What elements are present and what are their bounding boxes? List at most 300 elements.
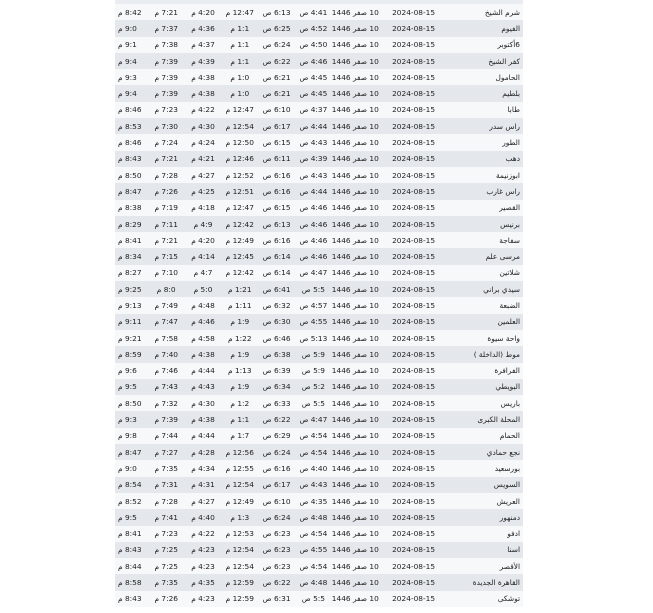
asr-time-cell: 4:38 م <box>185 69 222 85</box>
city-cell: القصير <box>448 200 523 216</box>
table-row <box>115 395 523 411</box>
table-body <box>115 4 523 607</box>
gregorian-date-cell: 2024-08-15 <box>379 526 449 542</box>
fajr-time-cell: 4:48 ص <box>295 509 332 525</box>
sunrise-time-cell: 6:21 ص <box>258 69 295 85</box>
table-row <box>115 183 523 199</box>
gregorian-date-cell: 2024-08-15 <box>379 330 449 346</box>
table-row <box>115 509 523 525</box>
dhuhr-time-cell: 1:13 م <box>221 363 258 379</box>
fajr-time-cell: 4:52 ص <box>295 20 332 36</box>
dhuhr-time-cell: 12:54 م <box>221 542 258 558</box>
city-cell: دمنهور <box>448 509 523 525</box>
asr-time-cell: 4:20 م <box>185 4 222 20</box>
gregorian-date-cell: 2024-08-15 <box>379 411 449 427</box>
dhuhr-time-cell: 1:0 م <box>221 85 258 101</box>
fajr-time-cell: 4:35 ص <box>295 493 332 509</box>
maghrib-time-cell: 7:24 م <box>148 134 185 150</box>
hijri-date-cell: 10 صفر 1446 <box>332 200 379 216</box>
maghrib-time-cell: 7:49 م <box>148 297 185 313</box>
gregorian-date-cell: 2024-08-15 <box>379 395 449 411</box>
asr-time-cell: 4:20 م <box>185 232 222 248</box>
hijri-date-cell: 10 صفر 1446 <box>332 558 379 574</box>
gregorian-date-cell: 2024-08-15 <box>379 4 449 20</box>
maghrib-time-cell: 7:26 م <box>148 183 185 199</box>
table-row <box>115 460 523 476</box>
sunrise-time-cell: 6:17 ص <box>258 477 295 493</box>
maghrib-time-cell: 7:21 م <box>148 4 185 20</box>
table-row <box>115 444 523 460</box>
gregorian-date-cell: 2024-08-15 <box>379 69 449 85</box>
isha-time-cell: 9:21 م <box>115 330 148 346</box>
isha-time-cell: 8:58 م <box>115 574 148 590</box>
isha-time-cell: 9:0 م <box>115 460 148 476</box>
gregorian-date-cell: 2024-08-15 <box>379 346 449 362</box>
maghrib-time-cell: 7:41 م <box>148 509 185 525</box>
isha-time-cell: 8:27 م <box>115 265 148 281</box>
gregorian-date-cell: 2024-08-15 <box>379 493 449 509</box>
fajr-time-cell: 4:46 ص <box>295 53 332 69</box>
asr-time-cell: 4:22 م <box>185 526 222 542</box>
fajr-time-cell: 4:55 ص <box>295 542 332 558</box>
table-row <box>115 69 523 85</box>
dhuhr-time-cell: 12:53 م <box>221 526 258 542</box>
dhuhr-time-cell: 12:55 م <box>221 460 258 476</box>
maghrib-time-cell: 7:10 م <box>148 265 185 281</box>
isha-time-cell: 8:46 م <box>115 102 148 118</box>
gregorian-date-cell: 2024-08-15 <box>379 151 449 167</box>
sunrise-time-cell: 6:23 ص <box>258 558 295 574</box>
fajr-time-cell: 4:47 ص <box>295 411 332 427</box>
dhuhr-time-cell: 12:42 م <box>221 216 258 232</box>
asr-time-cell: 4:25 م <box>185 183 222 199</box>
sunrise-time-cell: 6:41 ص <box>258 281 295 297</box>
hijri-date-cell: 10 صفر 1446 <box>332 542 379 558</box>
table-row <box>115 330 523 346</box>
sunrise-time-cell: 6:17 ص <box>258 118 295 134</box>
hijri-date-cell: 10 صفر 1446 <box>332 265 379 281</box>
gregorian-date-cell: 2024-08-15 <box>379 574 449 590</box>
dhuhr-time-cell: 1:3 م <box>221 509 258 525</box>
isha-time-cell: 8:29 م <box>115 216 148 232</box>
dhuhr-time-cell: 12:51 م <box>221 183 258 199</box>
isha-time-cell: 9:11 م <box>115 314 148 330</box>
hijri-date-cell: 10 صفر 1446 <box>332 4 379 20</box>
sunrise-time-cell: 6:16 ص <box>258 460 295 476</box>
asr-time-cell: 4:24 م <box>185 134 222 150</box>
asr-time-cell: 4:31 م <box>185 477 222 493</box>
dhuhr-time-cell: 12:46 م <box>221 151 258 167</box>
gregorian-date-cell: 2024-08-15 <box>379 102 449 118</box>
maghrib-time-cell: 7:15 م <box>148 248 185 264</box>
table-row <box>115 20 523 36</box>
asr-time-cell: 4:37 م <box>185 37 222 53</box>
gregorian-date-cell: 2024-08-15 <box>379 248 449 264</box>
city-cell: القاهرة الجديدة <box>448 574 523 590</box>
fajr-time-cell: 4:44 ص <box>295 118 332 134</box>
asr-time-cell: 4:40 م <box>185 509 222 525</box>
table-row <box>115 232 523 248</box>
fajr-time-cell: 5:5 ص <box>295 395 332 411</box>
hijri-date-cell: 10 صفر 1446 <box>332 411 379 427</box>
asr-time-cell: 4:27 م <box>185 167 222 183</box>
dhuhr-time-cell: 12:50 م <box>221 134 258 150</box>
gregorian-date-cell: 2024-08-15 <box>379 167 449 183</box>
fajr-time-cell: 5:13 ص <box>295 330 332 346</box>
hijri-date-cell: 10 صفر 1446 <box>332 102 379 118</box>
sunrise-time-cell: 6:39 ص <box>258 363 295 379</box>
isha-time-cell: 8:34 م <box>115 248 148 264</box>
hijri-date-cell: 10 صفر 1446 <box>332 281 379 297</box>
dhuhr-time-cell: 12:49 م <box>221 232 258 248</box>
fajr-time-cell: 4:54 ص <box>295 558 332 574</box>
asr-time-cell: 4:38 م <box>185 346 222 362</box>
isha-time-cell: 8:50 م <box>115 167 148 183</box>
hijri-date-cell: 10 صفر 1446 <box>332 37 379 53</box>
table-row <box>115 151 523 167</box>
dhuhr-time-cell: 12:52 م <box>221 167 258 183</box>
fajr-time-cell: 4:43 ص <box>295 167 332 183</box>
isha-time-cell: 8:54 م <box>115 477 148 493</box>
city-cell: سيدي براني <box>448 281 523 297</box>
fajr-time-cell: 5:5 ص <box>295 591 332 607</box>
fajr-time-cell: 4:43 ص <box>295 477 332 493</box>
dhuhr-time-cell: 12:45 م <box>221 248 258 264</box>
city-cell: دهب <box>448 151 523 167</box>
asr-time-cell: 4:23 م <box>185 591 222 607</box>
city-cell: الفرافرة <box>448 363 523 379</box>
hijri-date-cell: 10 صفر 1446 <box>332 379 379 395</box>
fajr-time-cell: 4:45 ص <box>295 85 332 101</box>
sunrise-time-cell: 6:31 ص <box>258 591 295 607</box>
isha-time-cell: 9:3 م <box>115 411 148 427</box>
city-cell: ادفو <box>448 526 523 542</box>
asr-time-cell: 4:35 م <box>185 574 222 590</box>
asr-time-cell: 4:48 م <box>185 297 222 313</box>
isha-time-cell: 8:47 م <box>115 183 148 199</box>
hijri-date-cell: 10 صفر 1446 <box>332 20 379 36</box>
fajr-time-cell: 4:46 ص <box>295 200 332 216</box>
dhuhr-time-cell: 12:42 م <box>221 265 258 281</box>
gregorian-date-cell: 2024-08-15 <box>379 460 449 476</box>
isha-time-cell: 8:43 م <box>115 151 148 167</box>
table-row <box>115 248 523 264</box>
sunrise-time-cell: 6:32 ص <box>258 297 295 313</box>
maghrib-time-cell: 7:26 م <box>148 591 185 607</box>
table-row <box>115 411 523 427</box>
dhuhr-time-cell: 1:11 م <box>221 297 258 313</box>
fajr-time-cell: 5:5 ص <box>295 281 332 297</box>
maghrib-time-cell: 7:38 م <box>148 37 185 53</box>
asr-time-cell: 4:46 م <box>185 314 222 330</box>
city-cell: موط (الداخلة ) <box>448 346 523 362</box>
table-row <box>115 346 523 362</box>
hijri-date-cell: 10 صفر 1446 <box>332 118 379 134</box>
asr-time-cell: 4:44 م <box>185 428 222 444</box>
hijri-date-cell: 10 صفر 1446 <box>332 232 379 248</box>
fajr-time-cell: 4:47 ص <box>295 265 332 281</box>
dhuhr-time-cell: 12:47 م <box>221 200 258 216</box>
sunrise-time-cell: 6:21 ص <box>258 85 295 101</box>
gregorian-date-cell: 2024-08-15 <box>379 118 449 134</box>
city-cell: باريس <box>448 395 523 411</box>
sunrise-time-cell: 6:22 ص <box>258 574 295 590</box>
asr-time-cell: 4:14 م <box>185 248 222 264</box>
gregorian-date-cell: 2024-08-15 <box>379 281 449 297</box>
table-row <box>115 134 523 150</box>
sunrise-time-cell: 6:46 ص <box>258 330 295 346</box>
city-cell: الطور <box>448 134 523 150</box>
fajr-time-cell: 4:46 ص <box>295 216 332 232</box>
isha-time-cell: 8:41 م <box>115 232 148 248</box>
gregorian-date-cell: 2024-08-15 <box>379 379 449 395</box>
isha-time-cell: 8:38 م <box>115 200 148 216</box>
isha-time-cell: 8:47 م <box>115 444 148 460</box>
gregorian-date-cell: 2024-08-15 <box>379 509 449 525</box>
table-row <box>115 297 523 313</box>
gregorian-date-cell: 2024-08-15 <box>379 183 449 199</box>
asr-time-cell: 4:18 م <box>185 200 222 216</box>
fajr-time-cell: 4:57 ص <box>295 297 332 313</box>
isha-time-cell: 9:6 م <box>115 363 148 379</box>
isha-time-cell: 8:46 م <box>115 134 148 150</box>
gregorian-date-cell: 2024-08-15 <box>379 134 449 150</box>
isha-time-cell: 9:5 م <box>115 509 148 525</box>
maghrib-time-cell: 7:25 م <box>148 558 185 574</box>
maghrib-time-cell: 7:23 م <box>148 526 185 542</box>
fajr-time-cell: 4:54 ص <box>295 428 332 444</box>
table-row <box>115 85 523 101</box>
isha-time-cell: 9:1 م <box>115 37 148 53</box>
dhuhr-time-cell: 1:1 م <box>221 411 258 427</box>
isha-time-cell: 8:52 م <box>115 493 148 509</box>
hijri-date-cell: 10 صفر 1446 <box>332 428 379 444</box>
hijri-date-cell: 10 صفر 1446 <box>332 167 379 183</box>
table-row <box>115 493 523 509</box>
gregorian-date-cell: 2024-08-15 <box>379 20 449 36</box>
maghrib-time-cell: 7:37 م <box>148 20 185 36</box>
sunrise-time-cell: 6:15 ص <box>258 134 295 150</box>
city-cell: الفيوم <box>448 20 523 36</box>
dhuhr-time-cell: 1:1 م <box>221 53 258 69</box>
maghrib-time-cell: 7:39 م <box>148 85 185 101</box>
sunrise-time-cell: 6:10 ص <box>258 493 295 509</box>
city-cell: مرسى علم <box>448 248 523 264</box>
table-row <box>115 53 523 69</box>
dhuhr-time-cell: 1:21 م <box>221 281 258 297</box>
fajr-time-cell: 4:46 ص <box>295 248 332 264</box>
asr-time-cell: 4:21 م <box>185 151 222 167</box>
hijri-date-cell: 10 صفر 1446 <box>332 314 379 330</box>
city-cell: نجع حمادي <box>448 444 523 460</box>
table-row <box>115 4 523 20</box>
maghrib-time-cell: 7:58 م <box>148 330 185 346</box>
gregorian-date-cell: 2024-08-15 <box>379 591 449 607</box>
fajr-time-cell: 4:43 ص <box>295 134 332 150</box>
fajr-time-cell: 4:48 ص <box>295 574 332 590</box>
dhuhr-time-cell: 1:22 م <box>221 330 258 346</box>
isha-time-cell: 9:0 م <box>115 20 148 36</box>
asr-time-cell: 4:38 م <box>185 411 222 427</box>
maghrib-time-cell: 7:31 م <box>148 477 185 493</box>
sunrise-time-cell: 6:22 ص <box>258 411 295 427</box>
city-cell: طابا <box>448 102 523 118</box>
hijri-date-cell: 10 صفر 1446 <box>332 477 379 493</box>
dhuhr-time-cell: 1:9 م <box>221 379 258 395</box>
maghrib-time-cell: 7:21 م <box>148 232 185 248</box>
hijri-date-cell: 10 صفر 1446 <box>332 134 379 150</box>
hijri-date-cell: 10 صفر 1446 <box>332 395 379 411</box>
asr-time-cell: 4:27 م <box>185 493 222 509</box>
hijri-date-cell: 10 صفر 1446 <box>332 216 379 232</box>
isha-time-cell: 8:43 م <box>115 591 148 607</box>
isha-time-cell: 9:3 م <box>115 69 148 85</box>
gregorian-date-cell: 2024-08-15 <box>379 297 449 313</box>
hijri-date-cell: 10 صفر 1446 <box>332 297 379 313</box>
sunrise-time-cell: 6:14 ص <box>258 248 295 264</box>
isha-time-cell: 9:5 م <box>115 379 148 395</box>
sunrise-time-cell: 6:22 ص <box>258 53 295 69</box>
dhuhr-time-cell: 1:1 م <box>221 37 258 53</box>
maghrib-time-cell: 7:23 م <box>148 102 185 118</box>
maghrib-time-cell: 7:25 م <box>148 542 185 558</box>
hijri-date-cell: 10 صفر 1446 <box>332 493 379 509</box>
dhuhr-time-cell: 12:56 م <box>221 444 258 460</box>
sunrise-time-cell: 6:24 ص <box>258 509 295 525</box>
asr-time-cell: 4:39 م <box>185 53 222 69</box>
city-cell: شلاتين <box>448 265 523 281</box>
maghrib-time-cell: 7:19 م <box>148 200 185 216</box>
gregorian-date-cell: 2024-08-15 <box>379 542 449 558</box>
sunrise-time-cell: 6:13 ص <box>258 216 295 232</box>
fajr-time-cell: 4:37 ص <box>295 102 332 118</box>
maghrib-time-cell: 7:39 م <box>148 53 185 69</box>
maghrib-time-cell: 7:32 م <box>148 395 185 411</box>
fajr-time-cell: 4:54 ص <box>295 444 332 460</box>
table-row <box>115 542 523 558</box>
city-cell: راس سدر <box>448 118 523 134</box>
hijri-date-cell: 10 صفر 1446 <box>332 183 379 199</box>
asr-time-cell: 4:44 م <box>185 363 222 379</box>
gregorian-date-cell: 2024-08-15 <box>379 200 449 216</box>
hijri-date-cell: 10 صفر 1446 <box>332 444 379 460</box>
isha-time-cell: 8:41 م <box>115 526 148 542</box>
sunrise-time-cell: 6:24 ص <box>258 444 295 460</box>
fajr-time-cell: 4:45 ص <box>295 69 332 85</box>
dhuhr-time-cell: 12:49 م <box>221 493 258 509</box>
gregorian-date-cell: 2024-08-15 <box>379 363 449 379</box>
asr-time-cell: 4:36 م <box>185 20 222 36</box>
isha-time-cell: 9:4 م <box>115 85 148 101</box>
maghrib-time-cell: 7:35 م <box>148 574 185 590</box>
city-cell: اسنا <box>448 542 523 558</box>
sunrise-time-cell: 6:16 ص <box>258 183 295 199</box>
asr-time-cell: 4:7 م <box>185 265 222 281</box>
city-cell: الضبعة <box>448 297 523 313</box>
maghrib-time-cell: 7:28 م <box>148 493 185 509</box>
table-row <box>115 102 523 118</box>
sunrise-time-cell: 6:29 ص <box>258 428 295 444</box>
asr-time-cell: 4:23 م <box>185 558 222 574</box>
dhuhr-time-cell: 1:9 م <box>221 346 258 362</box>
table-row <box>115 574 523 590</box>
table-row <box>115 37 523 53</box>
maghrib-time-cell: 7:44 م <box>148 428 185 444</box>
hijri-date-cell: 10 صفر 1446 <box>332 509 379 525</box>
table-row <box>115 477 523 493</box>
table-row <box>115 167 523 183</box>
dhuhr-time-cell: 1:2 م <box>221 395 258 411</box>
sunrise-time-cell: 6:16 ص <box>258 167 295 183</box>
hijri-date-cell: 10 صفر 1446 <box>332 363 379 379</box>
hijri-date-cell: 10 صفر 1446 <box>332 85 379 101</box>
isha-time-cell: 8:43 م <box>115 542 148 558</box>
fajr-time-cell: 4:46 ص <box>295 232 332 248</box>
prayer-times-table <box>115 4 523 607</box>
city-cell: السويس <box>448 477 523 493</box>
asr-time-cell: 4:43 م <box>185 379 222 395</box>
city-cell: العلمين <box>448 314 523 330</box>
sunrise-time-cell: 6:30 ص <box>258 314 295 330</box>
asr-time-cell: 4:34 م <box>185 460 222 476</box>
fajr-time-cell: 4:41 ص <box>295 4 332 20</box>
table-row <box>115 363 523 379</box>
sunrise-time-cell: 6:23 ص <box>258 526 295 542</box>
isha-time-cell: 9:25 م <box>115 281 148 297</box>
sunrise-time-cell: 6:10 ص <box>258 102 295 118</box>
sunrise-time-cell: 6:34 ص <box>258 379 295 395</box>
table-row <box>115 558 523 574</box>
hijri-date-cell: 10 صفر 1446 <box>332 591 379 607</box>
city-cell: الحامول <box>448 69 523 85</box>
asr-time-cell: 4:28 م <box>185 444 222 460</box>
maghrib-time-cell: 7:35 م <box>148 460 185 476</box>
isha-time-cell: 9:13 م <box>115 297 148 313</box>
hijri-date-cell: 10 صفر 1446 <box>332 574 379 590</box>
city-cell: 6أكتوبر <box>448 37 523 53</box>
dhuhr-time-cell: 1:0 م <box>221 69 258 85</box>
sunrise-time-cell: 6:15 ص <box>258 200 295 216</box>
table-row <box>115 216 523 232</box>
gregorian-date-cell: 2024-08-15 <box>379 53 449 69</box>
isha-time-cell: 9:4 م <box>115 53 148 69</box>
maghrib-time-cell: 8:0 م <box>148 281 185 297</box>
maghrib-time-cell: 7:43 م <box>148 379 185 395</box>
fajr-time-cell: 4:55 ص <box>295 314 332 330</box>
city-cell: بورسعيد <box>448 460 523 476</box>
isha-time-cell: 8:50 م <box>115 395 148 411</box>
sunrise-time-cell: 6:14 ص <box>258 265 295 281</box>
table-row <box>115 526 523 542</box>
table-row <box>115 379 523 395</box>
table-row <box>115 265 523 281</box>
fajr-time-cell: 4:39 ص <box>295 151 332 167</box>
dhuhr-time-cell: 1:1 م <box>221 20 258 36</box>
dhuhr-time-cell: 12:54 م <box>221 118 258 134</box>
city-cell: راس غارب <box>448 183 523 199</box>
table-row <box>115 200 523 216</box>
maghrib-time-cell: 7:30 م <box>148 118 185 134</box>
asr-time-cell: 5:0 م <box>185 281 222 297</box>
table-row <box>115 428 523 444</box>
asr-time-cell: 4:58 م <box>185 330 222 346</box>
dhuhr-time-cell: 12:47 م <box>221 4 258 20</box>
sunrise-time-cell: 6:11 ص <box>258 151 295 167</box>
maghrib-time-cell: 7:46 م <box>148 363 185 379</box>
gregorian-date-cell: 2024-08-15 <box>379 85 449 101</box>
hijri-date-cell: 10 صفر 1446 <box>332 330 379 346</box>
city-cell: ابوزنيمة <box>448 167 523 183</box>
